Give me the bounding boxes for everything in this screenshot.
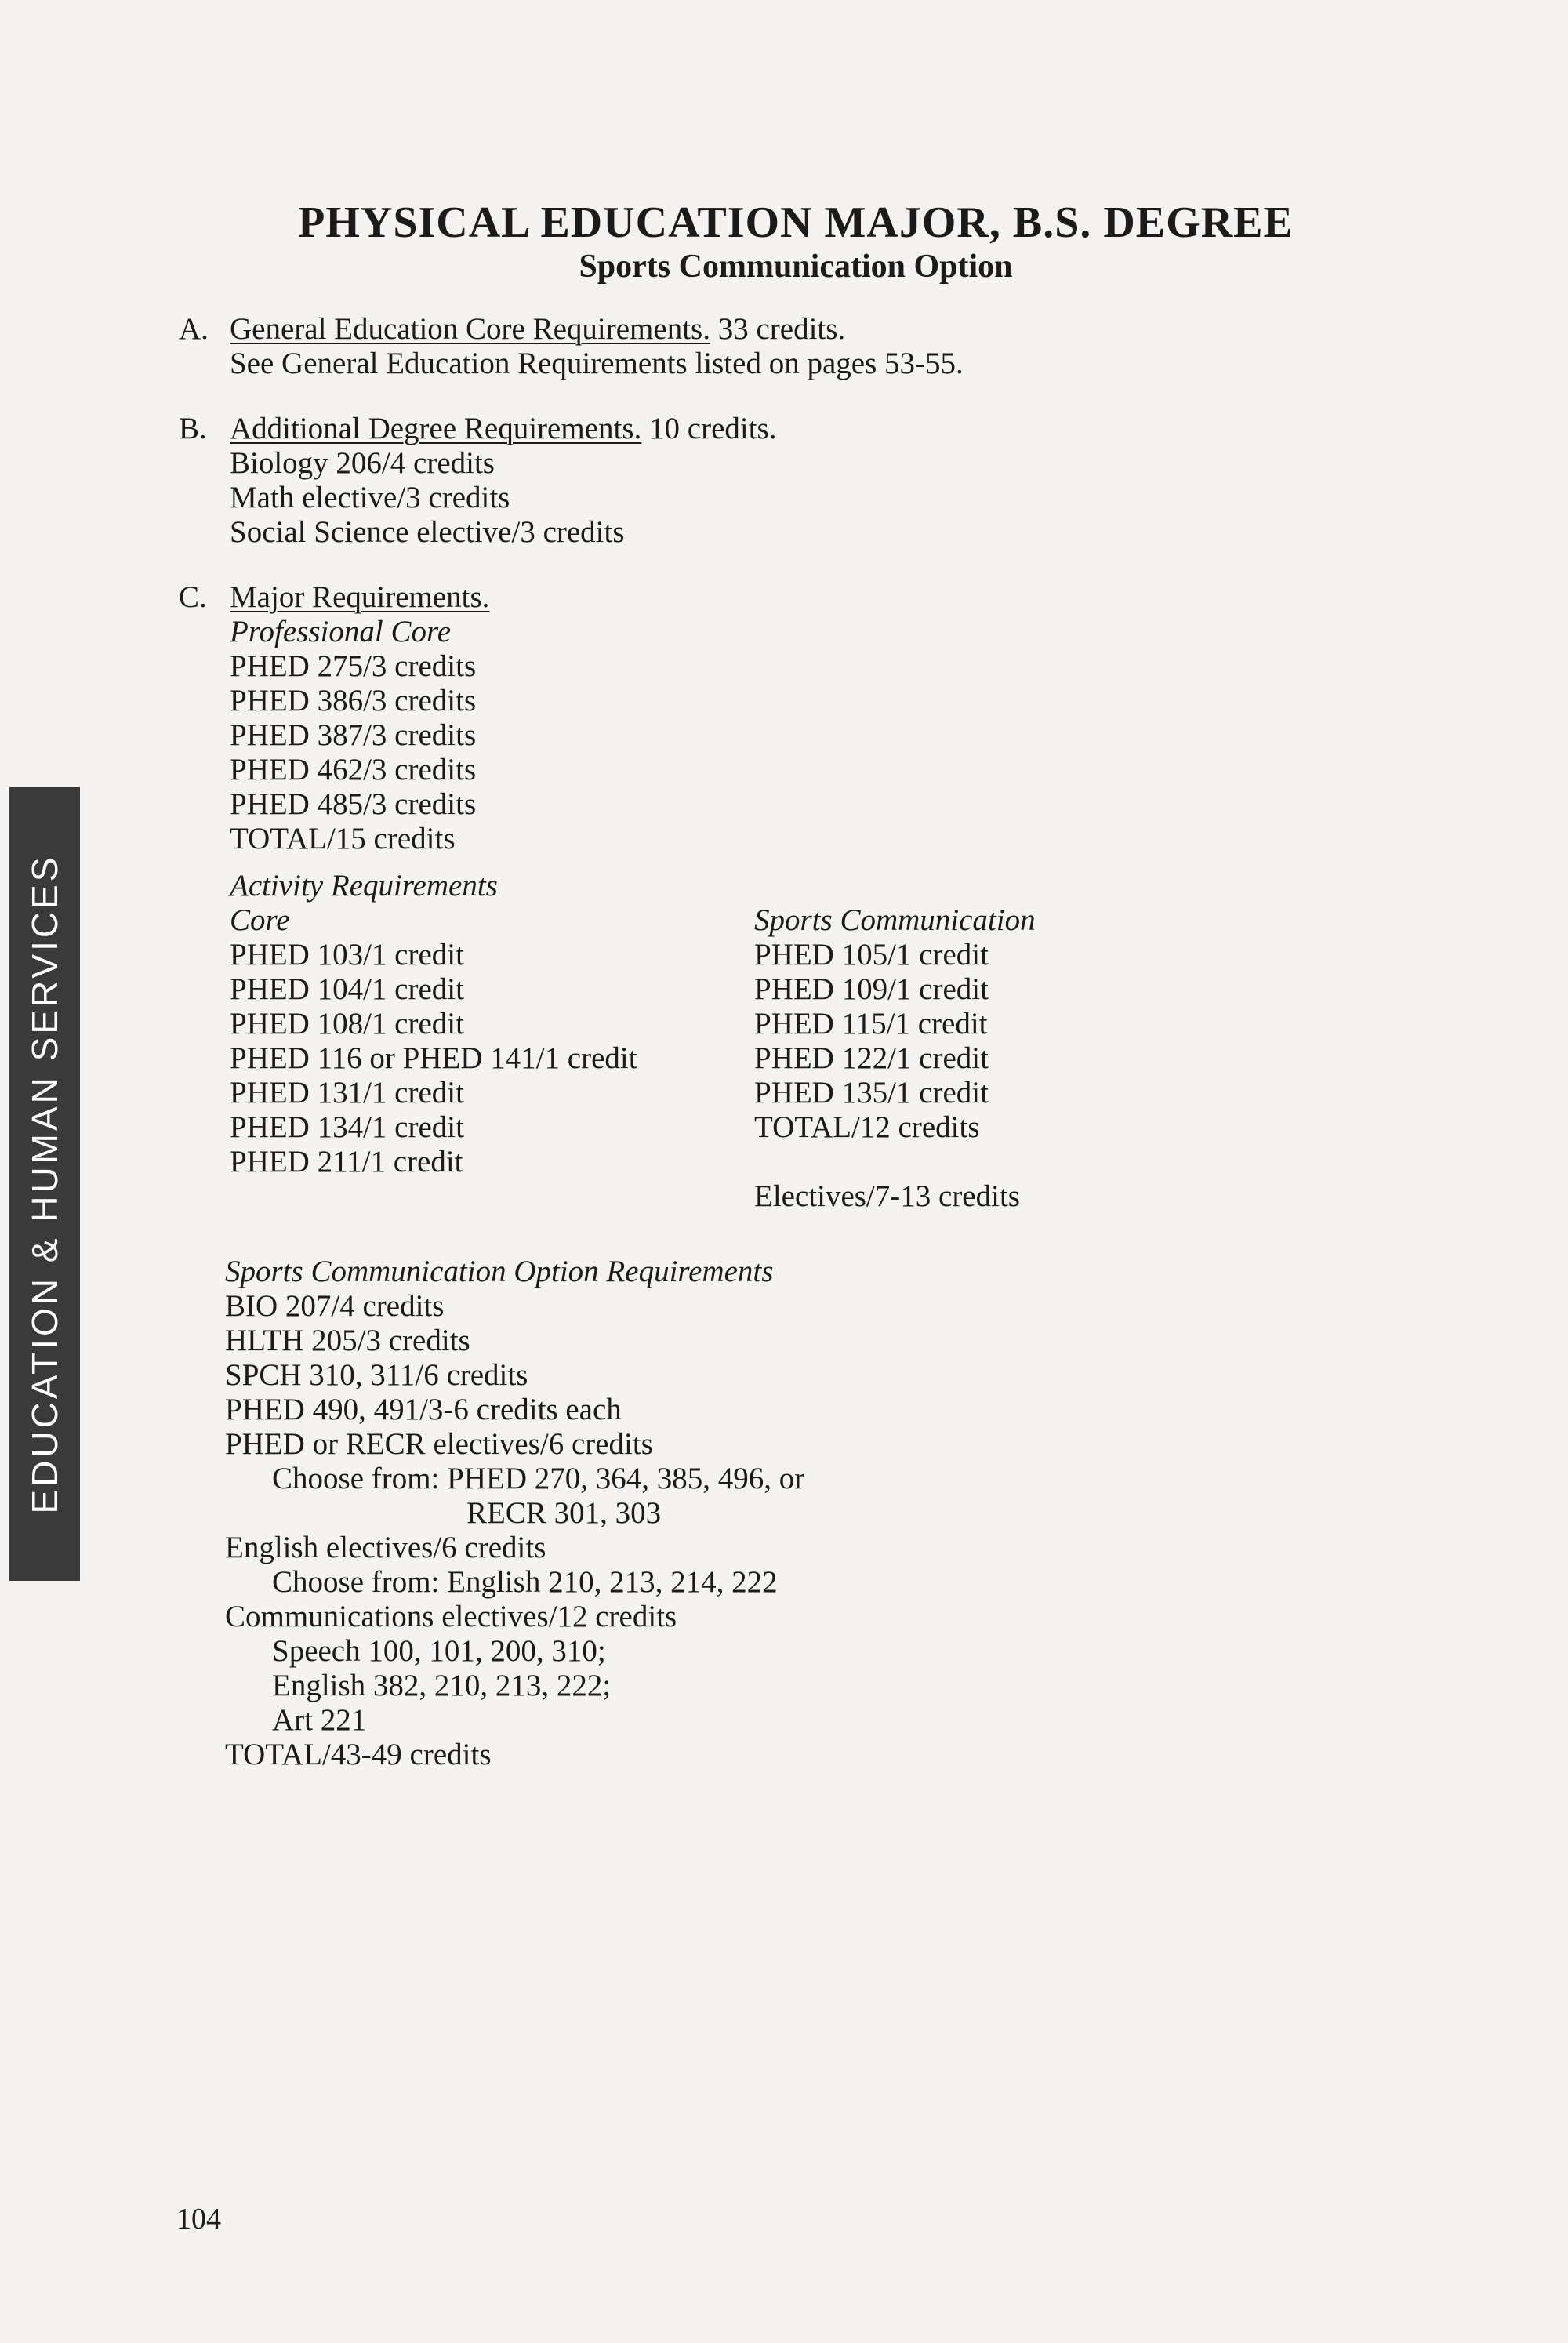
section-b-heading: Additional Degree Requirements. bbox=[230, 412, 642, 445]
list-item: PHED 485/3 credits bbox=[230, 787, 477, 821]
section-a-label: A. bbox=[179, 312, 209, 346]
section-c-label: C. bbox=[179, 580, 207, 614]
section-tab-label: EDUCATION & HUMAN SERVICES bbox=[24, 854, 65, 1514]
list-item: PHED 275/3 credits bbox=[230, 649, 477, 683]
list-item: PHED 105/1 credit bbox=[754, 938, 989, 972]
list-item: PHED 104/1 credit bbox=[230, 972, 464, 1006]
activity-sports-title: Sports Communication bbox=[754, 903, 1036, 937]
list-item: PHED 131/1 credit bbox=[230, 1076, 464, 1110]
list-item: Communications electives/12 credits bbox=[225, 1600, 677, 1633]
section-a bbox=[179, 312, 964, 381]
section-b bbox=[179, 412, 776, 550]
list-item: PHED 490, 491/3-6 credits each bbox=[225, 1393, 622, 1426]
activity-sports-column bbox=[754, 903, 1036, 1214]
list-item: PHED 108/1 credit bbox=[230, 1007, 464, 1041]
list-item: English 382, 210, 213, 222; bbox=[272, 1669, 612, 1702]
list-item: SPCH 310, 311/6 credits bbox=[225, 1358, 528, 1392]
section-a-note: See General Education Requirements listed on pages 53-55. bbox=[230, 347, 964, 380]
section-a-heading: General Education Core Requirements. bbox=[230, 312, 710, 346]
section-a-credits: 33 credits. bbox=[710, 312, 846, 346]
list-item: PHED 386/3 credits bbox=[230, 684, 477, 717]
list-item: PHED 116 or PHED 141/1 credit bbox=[230, 1041, 637, 1075]
list-item: PHED 109/1 credit bbox=[754, 972, 989, 1006]
activity-core-column bbox=[230, 869, 637, 1179]
list-item: PHED 211/1 credit bbox=[230, 1145, 463, 1179]
list-item: Speech 100, 101, 200, 310; bbox=[272, 1634, 606, 1668]
list-item: TOTAL/12 credits bbox=[754, 1110, 980, 1144]
list-item: PHED 122/1 credit bbox=[754, 1041, 989, 1075]
section-tab bbox=[9, 787, 80, 1581]
page-title: PHYSICAL EDUCATION MAJOR, B.S. DEGREE bbox=[298, 198, 1294, 247]
list-item: PHED 115/1 credit bbox=[754, 1007, 988, 1041]
list-item: Art 221 bbox=[272, 1703, 367, 1737]
list-item: PHED 134/1 credit bbox=[230, 1110, 464, 1144]
list-item: PHED 462/3 credits bbox=[230, 753, 477, 786]
option-requirements bbox=[225, 1255, 804, 1772]
section-b-credits: 10 credits. bbox=[641, 412, 777, 445]
list-item: BIO 207/4 credits bbox=[225, 1289, 445, 1323]
list-item: HLTH 205/3 credits bbox=[225, 1324, 470, 1357]
section-c bbox=[179, 580, 489, 856]
list-item: PHED 103/1 credit bbox=[230, 938, 464, 972]
list-item: PHED 135/1 credit bbox=[754, 1076, 989, 1110]
list-item: Choose from: PHED 270, 364, 385, 496, or bbox=[272, 1462, 805, 1495]
activity-title: Activity Requirements bbox=[230, 869, 498, 903]
list-item: PHED 387/3 credits bbox=[230, 718, 477, 752]
list-item: Choose from: English 210, 213, 214, 222 bbox=[272, 1565, 778, 1599]
list-item: Biology 206/4 credits bbox=[230, 446, 495, 480]
list-item: English electives/6 credits bbox=[225, 1531, 546, 1564]
list-item: TOTAL/15 credits bbox=[230, 822, 456, 855]
section-b-label: B. bbox=[179, 412, 207, 445]
professional-core-title: Professional Core bbox=[230, 615, 452, 648]
activity-core-title: Core bbox=[230, 903, 290, 937]
list-item: PHED or RECR electives/6 credits bbox=[225, 1427, 653, 1461]
list-item: RECR 301, 303 bbox=[466, 1496, 662, 1530]
list-item: Math elective/3 credits bbox=[230, 481, 510, 514]
electives-note: Electives/7-13 credits bbox=[754, 1179, 1020, 1213]
section-c-heading: Major Requirements. bbox=[230, 580, 490, 614]
page-number: 104 bbox=[176, 2203, 221, 2236]
option-requirements-title: Sports Communication Option Requirements bbox=[225, 1255, 774, 1288]
list-item: TOTAL/43-49 credits bbox=[225, 1738, 492, 1771]
list-item: Social Science elective/3 credits bbox=[230, 515, 625, 549]
page-subtitle: Sports Communication Option bbox=[579, 249, 1013, 285]
